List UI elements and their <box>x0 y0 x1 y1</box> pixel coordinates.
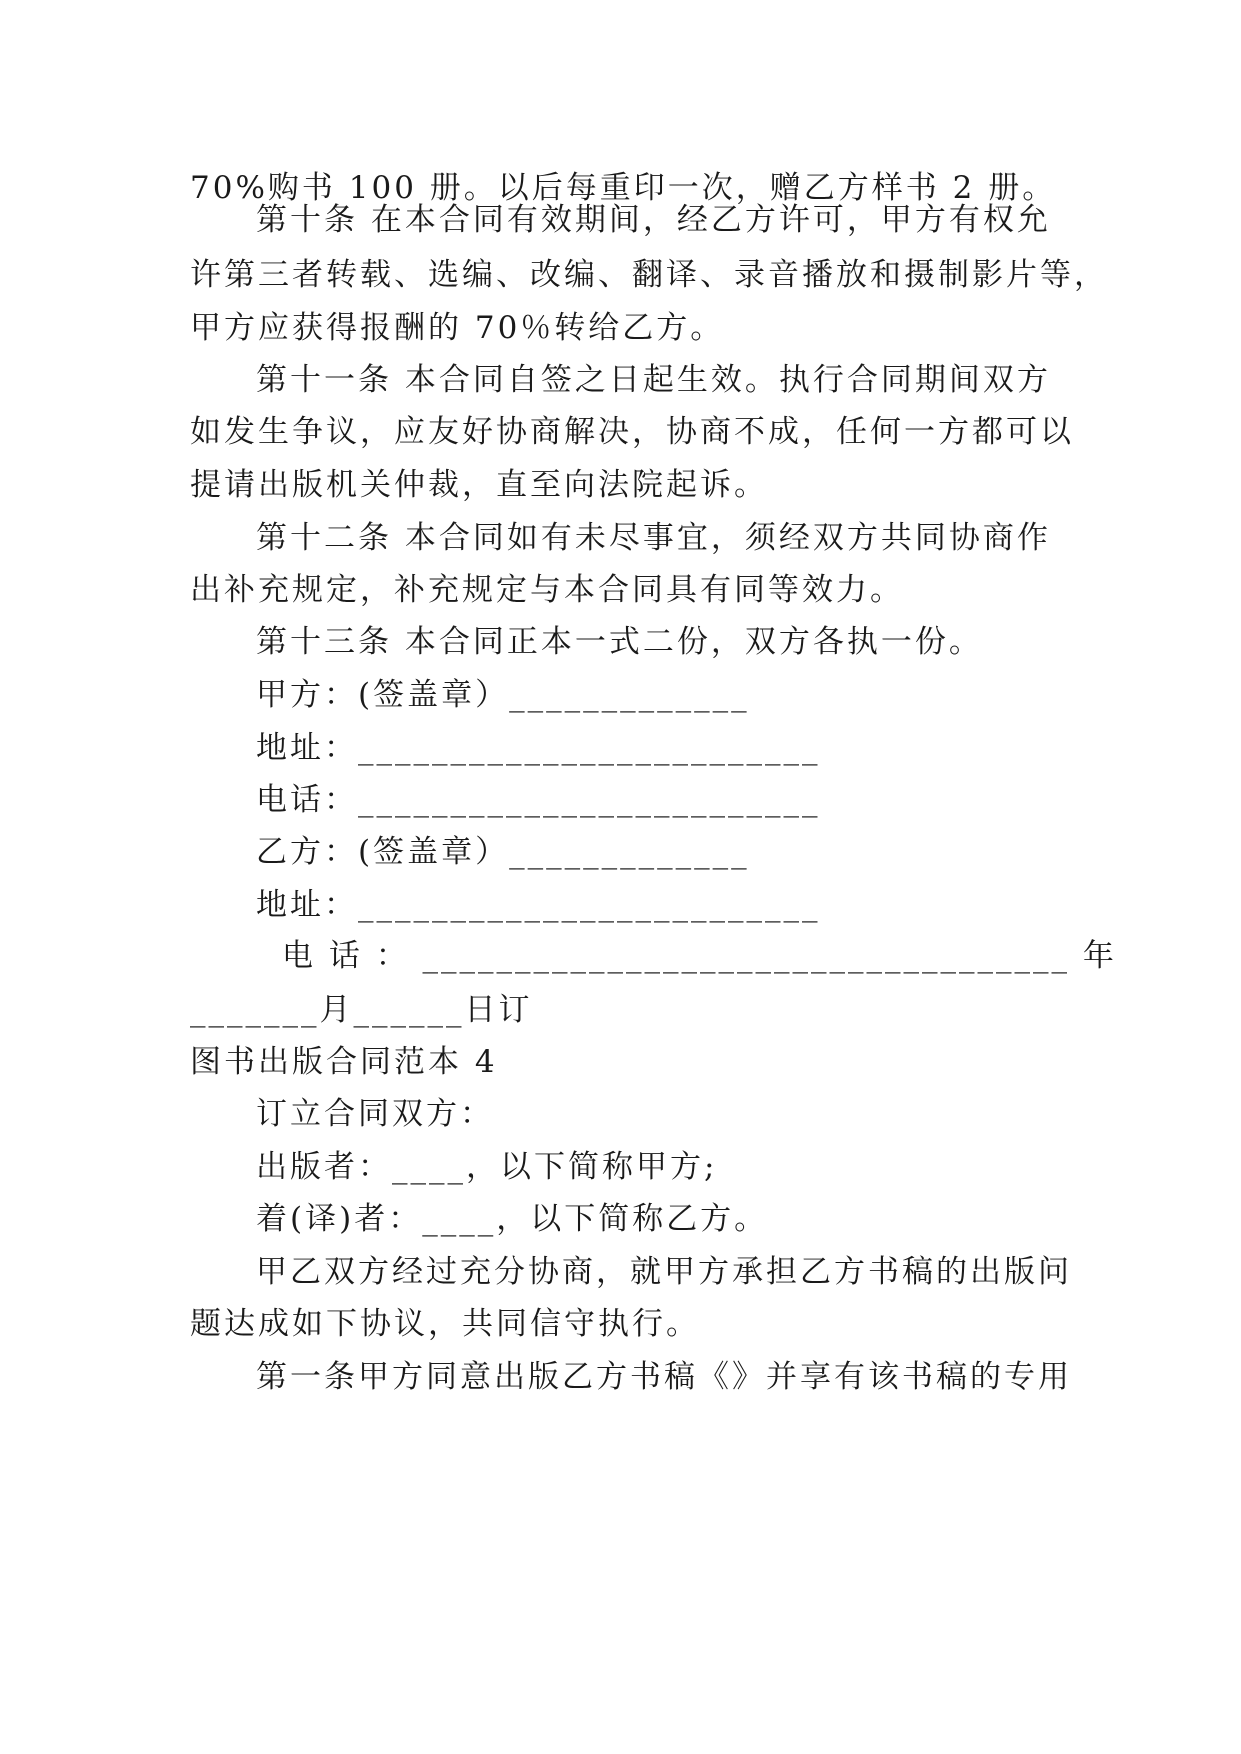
publisher-line: 出版者：____，以下简称甲方; <box>256 1149 718 1185</box>
text-line-19: 订立合同双方： <box>256 1096 494 1132</box>
text-line-1: 70%购书 100 册。以后每重印一次，赠乙方样书 2 册。 <box>190 170 1057 206</box>
signature-party-a: 甲方：(签盖章）_____________ <box>256 677 750 713</box>
date-line: _______月______日订 <box>190 992 533 1028</box>
text-line-7: 提请出版机关仲裁，直至向法院起诉。 <box>190 467 768 503</box>
author-line: 着(译)者：____，以下简称乙方。 <box>256 1201 769 1237</box>
text-line-22: 甲乙双方经过充分协商，就甲方承担乙方书稿的出版问 <box>256 1254 1072 1290</box>
text-line-10: 第十三条 本合同正本一式二份，双方各执一份。 <box>256 624 983 660</box>
signature-party-b: 乙方：(签盖章）_____________ <box>256 834 750 870</box>
section-title: 图书出版合同范本 4 <box>190 1044 498 1080</box>
text-line-4: 甲方应获得报酬的 70％转给乙方。 <box>190 310 725 346</box>
text-line-23: 题达成如下协议，共同信守执行。 <box>190 1306 700 1342</box>
text-line-2: 第十条 在本合同有效期间，经乙方许可，甲方有权允 <box>256 202 1051 238</box>
text-line-24: 第一条甲方同意出版乙方书稿《》并享有该书稿的专用 <box>256 1359 1072 1395</box>
text-line-8: 第十二条 本合同如有未尽事宜，须经双方共同协商作 <box>256 520 1051 556</box>
text-line-9: 出补充规定，补充规定与本合同具有同等效力。 <box>190 572 904 608</box>
address-a: 地址：_________________________ <box>256 730 821 766</box>
phone-b-date: 电 话 ： ___________________________________ 年 <box>282 938 1117 974</box>
address-b: 地址：_________________________ <box>256 887 821 923</box>
text-line-3: 许第三者转载、选编、改编、翻译、录音播放和摄制影片等， <box>190 257 1108 293</box>
text-line-6: 如发生争议，应友好协商解决，协商不成，任何一方都可以 <box>190 414 1074 450</box>
phone-a: 电话：_________________________ <box>256 782 821 818</box>
text-line-5: 第十一条 本合同自签之日起生效。执行合同期间双方 <box>256 362 1051 398</box>
